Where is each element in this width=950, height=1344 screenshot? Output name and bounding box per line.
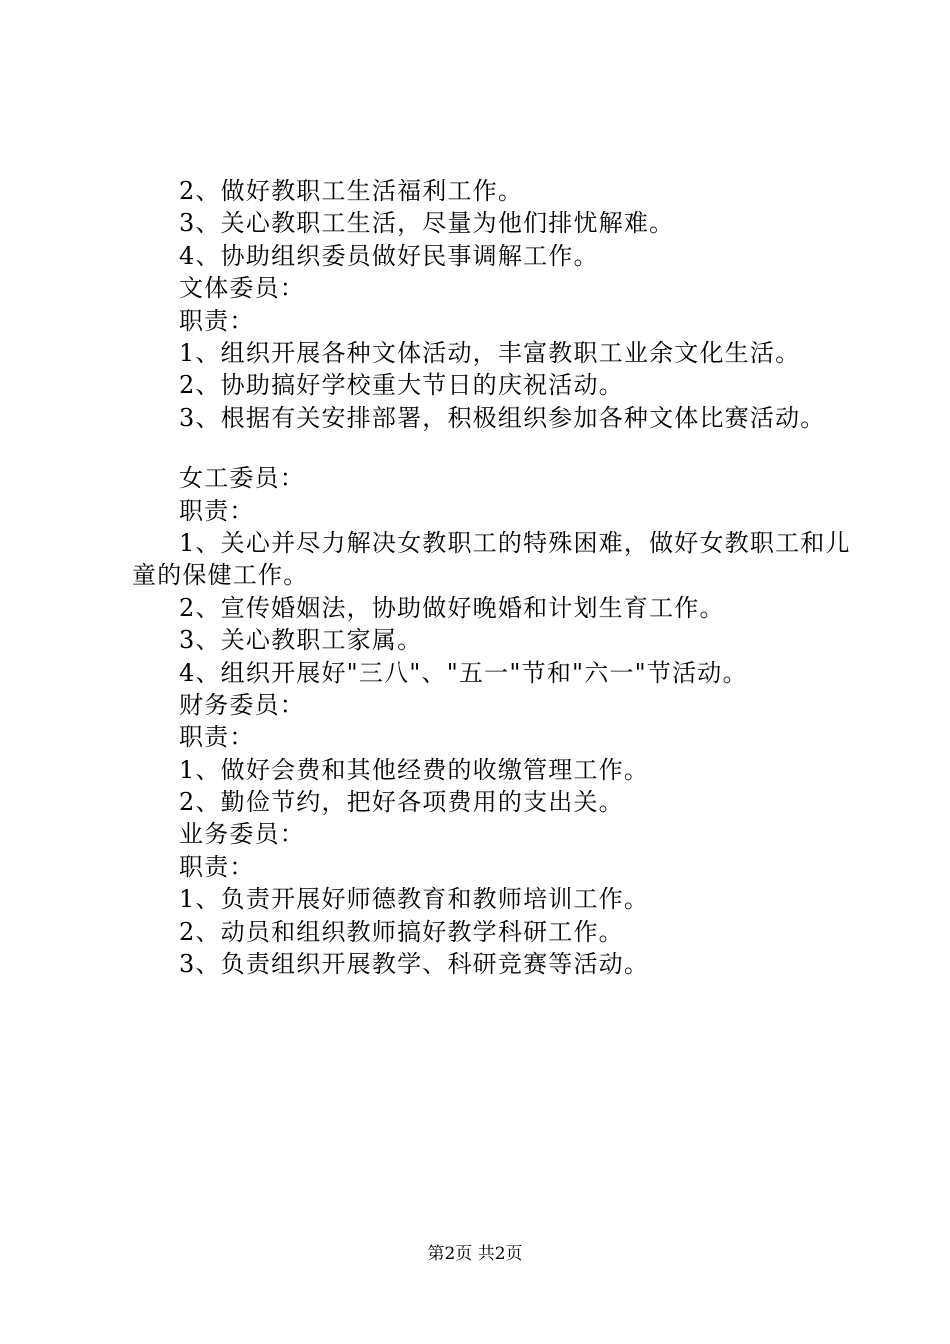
duty-label: 职责： — [179, 723, 255, 752]
role-heading-yewu: 业务委员： — [179, 820, 305, 849]
paragraph-spacer — [132, 434, 852, 462]
duty-item: 1、负责开展好师德教育和教师培训工作。 — [179, 885, 650, 914]
duty-item: 4、协助组织委员做好民事调解工作。 — [179, 241, 599, 270]
document-body — [132, 175, 852, 980]
duty-item: 2、勤俭节约，把好各项费用的支出关。 — [179, 788, 624, 817]
duty-item: 2、协助搞好学校重大节日的庆祝活动。 — [179, 371, 624, 400]
duty-label: 职责： — [179, 496, 255, 525]
duty-item: 3、关心教职工家属。 — [179, 626, 423, 655]
page-number-footer: 第2页 共2页 — [427, 1244, 523, 1264]
role-heading-caiwu: 财务委员： — [179, 690, 305, 719]
duty-item: 1、做好会费和其他经费的收缴管理工作。 — [179, 755, 650, 784]
role-heading-wenti: 文体委员： — [179, 274, 305, 303]
duty-item: 2、动员和组织教师搞好教学科研工作。 — [179, 917, 624, 946]
duty-label: 职责： — [179, 852, 255, 881]
duty-item: 1、组织开展各种文体活动，丰富教职工业余文化生活。 — [179, 338, 801, 367]
duty-item: 2、做好教职工生活福利工作。 — [179, 177, 524, 205]
role-heading-nvgong: 女工委员： — [179, 464, 305, 493]
duty-item: 3、负责组织开展教学、科研竞赛等活动。 — [179, 950, 650, 979]
duty-item: 3、根据有关安排部署，积极组织参加各种文体比赛活动。 — [179, 403, 826, 432]
duty-item: 2、宣传婚姻法，协助做好晚婚和计划生育工作。 — [179, 593, 725, 622]
duty-item-wrapped: 1、关心并尽力解决女教职工的特殊困难，做好女教职工和儿童的保健工作。 — [132, 528, 851, 590]
duty-label: 职责： — [179, 306, 255, 335]
duty-item: 4、组织开展好"三八"、"五一"节和"六一"节活动。 — [179, 658, 748, 687]
duty-item: 3、关心教职工生活，尽量为他们排忧解难。 — [179, 209, 675, 238]
